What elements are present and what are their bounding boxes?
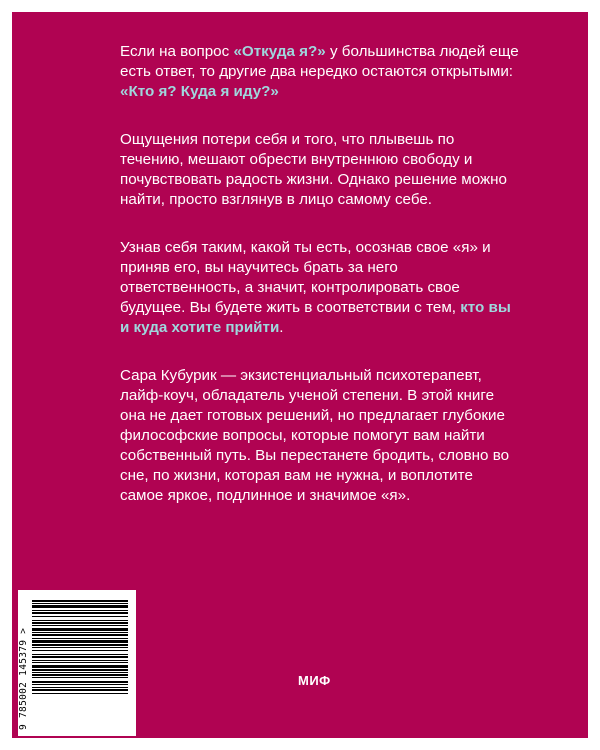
barcode-bar bbox=[32, 620, 128, 621]
body-text: Если на вопрос bbox=[120, 43, 234, 60]
barcode-bar bbox=[32, 662, 128, 663]
barcode-bar bbox=[32, 644, 128, 646]
paragraph bbox=[120, 366, 520, 506]
paragraph bbox=[120, 130, 520, 210]
isbn-digits: 9 785002 145379 > bbox=[18, 627, 29, 730]
barcode-icon bbox=[32, 598, 130, 728]
barcode-bar bbox=[32, 634, 128, 636]
body-text: Сара Кубурик — экзистенциальный психотерапевт, лайф-коуч, обладатель ученой степени. В этой книге она не дает готовых решений, но предлагает глубокие философские вопросы, которые помогут вам найти собственный путь. Вы перестанете бродить, словно во сне, по жизни, которая вам не нужна, и воплотите самое яркое, подлинное и значимое «я». bbox=[120, 367, 510, 504]
barcode-bar bbox=[32, 616, 128, 617]
highlight-text: кто вы и куда хотите прийти bbox=[120, 299, 511, 336]
barcode-bar bbox=[32, 628, 128, 631]
barcode-bar bbox=[32, 603, 128, 604]
publisher-logo bbox=[298, 672, 342, 688]
barcode-panel bbox=[18, 590, 136, 736]
barcode-bar bbox=[32, 672, 128, 673]
barcode-bar bbox=[32, 647, 128, 648]
paragraph bbox=[120, 238, 520, 338]
barcode-bar bbox=[32, 600, 128, 602]
paragraph bbox=[120, 42, 520, 102]
barcode-bar bbox=[32, 625, 128, 626]
barcode-bar bbox=[32, 654, 128, 655]
barcode-bar bbox=[32, 689, 128, 691]
barcode-bar bbox=[32, 669, 128, 671]
highlight-text: «Кто я? Куда я иду?» bbox=[120, 83, 279, 100]
barcode-bar bbox=[32, 640, 128, 643]
barcode-bar bbox=[32, 650, 128, 651]
barcode-bar bbox=[32, 632, 128, 633]
barcode-bar bbox=[32, 681, 128, 683]
barcode-bar bbox=[32, 622, 128, 624]
body-text: Узнав себя таким, какой ты есть, осознав свое «я» и приняв его, вы научитесь брать за него ответственность, а значит, контролировать свое будущее. Вы будете жить в соответствии с тем, bbox=[120, 239, 491, 316]
barcode-bar bbox=[32, 665, 128, 668]
barcode-bar bbox=[32, 610, 128, 611]
body-text: Ощущения потери себя и того, что плывешь по течению, мешают обрести внутреннюю свободу и почувствовать радость жизни. Однако решение можно найти, просто взглянув в лицо самому себе. bbox=[120, 131, 507, 208]
barcode-bar bbox=[32, 684, 128, 685]
barcode-bar bbox=[32, 638, 128, 639]
barcode-bar bbox=[32, 656, 128, 658]
body-text: . bbox=[279, 319, 284, 336]
barcode-bar bbox=[32, 687, 128, 688]
highlight-text: «Откуда я?» bbox=[233, 43, 326, 60]
publisher-logo-text: МИФ bbox=[298, 672, 331, 688]
barcode-bar bbox=[32, 605, 128, 608]
barcode-bar bbox=[32, 660, 128, 661]
barcode-bar bbox=[32, 674, 128, 676]
body-text: у большинства людей еще есть ответ, то другие два нередко остаются открытыми: bbox=[120, 43, 519, 80]
blurb-text bbox=[120, 42, 520, 534]
barcode-bar bbox=[32, 677, 128, 678]
barcode-bar bbox=[32, 693, 128, 694]
barcode-bar bbox=[32, 612, 128, 614]
